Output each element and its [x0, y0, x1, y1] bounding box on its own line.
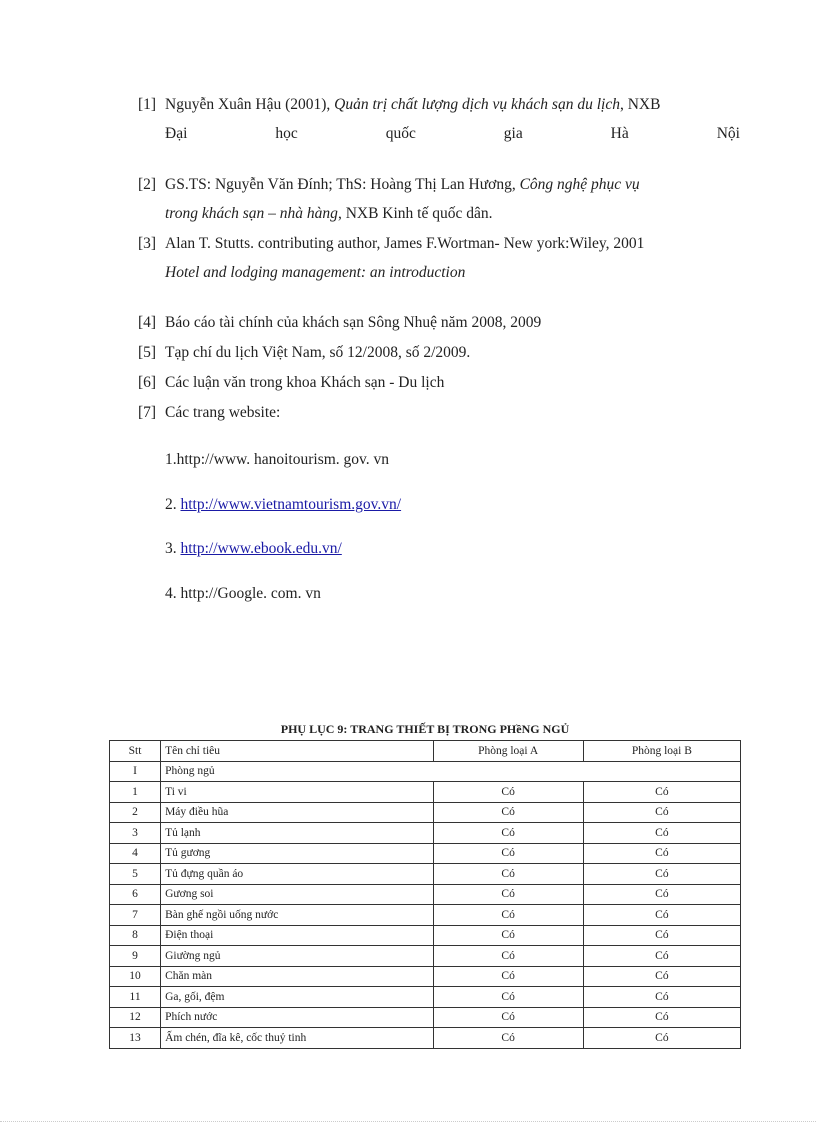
- table-row: [110, 966, 741, 987]
- table-row: [110, 802, 741, 823]
- table-row: [110, 946, 741, 967]
- word: gia: [503, 125, 523, 142]
- row-stt: 9: [110, 946, 161, 967]
- reference-number: [5]: [138, 344, 157, 361]
- table-row: [110, 884, 741, 905]
- website-4: 4. http://Google. com. vn: [165, 585, 321, 602]
- reference-number: [1]: [138, 96, 157, 113]
- table-header-row: [110, 741, 741, 762]
- reference-2: [138, 170, 740, 228]
- row-room-a: Có: [433, 946, 583, 967]
- word: quốc: [385, 125, 416, 142]
- row-room-b: Có: [583, 946, 740, 967]
- row-name: Giường ngủ: [161, 946, 433, 967]
- row-stt: 3: [110, 823, 161, 844]
- reference-text: Các luận văn trong khoa Khách sạn - Du lịch: [165, 374, 445, 391]
- row-room-a: Có: [433, 905, 583, 926]
- row-name: Ti vi: [161, 782, 433, 803]
- website-3: [165, 540, 342, 558]
- row-room-b: Có: [583, 802, 740, 823]
- row-room-b: Có: [583, 884, 740, 905]
- website-1: 1.http://www. hanoitourism. gov. vn: [165, 451, 390, 468]
- reference-7: [138, 398, 740, 427]
- row-room-a: Có: [433, 884, 583, 905]
- header-stt: Stt: [110, 741, 161, 762]
- row-room-a: Có: [433, 1028, 583, 1049]
- reference-line-2: [138, 258, 740, 287]
- row-stt: 8: [110, 925, 161, 946]
- reference-title: Hotel and lodging management: an introduction: [165, 264, 466, 281]
- row-room-b: Có: [583, 782, 740, 803]
- reference-3: [138, 229, 740, 287]
- header-room-b: Phòng loại B: [583, 741, 740, 762]
- row-name: Tủ đựng quần áo: [161, 864, 433, 885]
- reference-text: Báo cáo tài chính của khách sạn Sông Nhuệ năm 2008, 2009: [165, 314, 542, 331]
- row-stt: 10: [110, 966, 161, 987]
- row-room-b: Có: [583, 1007, 740, 1028]
- row-name: Tủ gương: [161, 843, 433, 864]
- reference-authors: Nguyễn Xuân Hậu (2001),: [165, 96, 335, 113]
- row-name: Bàn ghế ngồi uống nước: [161, 905, 433, 926]
- table-row: [110, 1028, 741, 1049]
- row-name: Tủ lạnh: [161, 823, 433, 844]
- table-row: [110, 905, 741, 926]
- reference-authors: Alan T. Stutts. contributing author, James F.Wortman- New york:Wiley, 2001: [165, 235, 645, 252]
- website-2: [165, 496, 401, 514]
- table-row: [110, 1007, 741, 1028]
- reference-number: [4]: [138, 314, 157, 331]
- reference-text: Tạp chí du lịch Việt Nam, số 12/2008, số 2/2009.: [165, 344, 471, 361]
- row-stt: 5: [110, 864, 161, 885]
- header-name: Tên chỉ tiêu: [161, 741, 433, 762]
- row-stt: 6: [110, 884, 161, 905]
- row-name: Máy điều hũa: [161, 802, 433, 823]
- row-room-b: Có: [583, 987, 740, 1008]
- section-name: Phòng ngủ: [161, 761, 741, 782]
- table-row: [110, 843, 741, 864]
- word: Đại: [165, 125, 188, 142]
- row-room-a: Có: [433, 802, 583, 823]
- reference-number: [6]: [138, 374, 157, 391]
- row-room-a: Có: [433, 864, 583, 885]
- word: học: [275, 125, 298, 142]
- reference-title: Quản trị chất lượng dịch vụ khách sạn du lịch: [334, 96, 620, 113]
- website-link[interactable]: http://www.vietnamtourism.gov.vn/: [180, 496, 402, 513]
- reference-number: [7]: [138, 404, 157, 421]
- row-room-a: Có: [433, 987, 583, 1008]
- table-row: [110, 782, 741, 803]
- row-name: Gương soi: [161, 884, 433, 905]
- equipment-table: [109, 740, 741, 1049]
- row-room-b: Có: [583, 823, 740, 844]
- table-row: [110, 864, 741, 885]
- reference-1: [138, 90, 740, 148]
- section-row: [110, 761, 741, 782]
- row-room-a: Có: [433, 782, 583, 803]
- reference-text: Các trang website:: [165, 404, 281, 421]
- reference-number: [2]: [138, 176, 157, 193]
- header-room-a: Phòng loại A: [433, 741, 583, 762]
- row-room-a: Có: [433, 966, 583, 987]
- row-room-b: Có: [583, 905, 740, 926]
- reference-authors: GS.TS: Nguyễn Văn Đính; ThS: Hoàng Thị Lan Hương,: [165, 176, 520, 193]
- row-room-b: Có: [583, 843, 740, 864]
- website-prefix: 3.: [165, 540, 181, 557]
- reference-6: [138, 368, 740, 397]
- row-name: Ga, gối, đệm: [161, 987, 433, 1008]
- row-room-b: Có: [583, 1028, 740, 1049]
- row-room-a: Có: [433, 823, 583, 844]
- reference-line-2: [138, 119, 740, 148]
- section-stt: I: [110, 761, 161, 782]
- row-stt: 2: [110, 802, 161, 823]
- table-row: [110, 987, 741, 1008]
- word: Nội: [716, 125, 740, 142]
- row-name: Phích nước: [161, 1007, 433, 1028]
- row-name: Điện thoại: [161, 925, 433, 946]
- row-stt: 4: [110, 843, 161, 864]
- reference-line-2: [138, 199, 740, 228]
- reference-4: [138, 308, 740, 337]
- reference-title: Công nghệ phục vụ: [519, 176, 640, 193]
- page-divider: [0, 1121, 816, 1122]
- row-stt: 12: [110, 1007, 161, 1028]
- row-name: Chăn màn: [161, 966, 433, 987]
- row-stt: 13: [110, 1028, 161, 1049]
- table-title: PHỤ LỤC 9: TRANG THIẾT BỊ TRONG PHềNG NGỦ: [280, 722, 570, 736]
- row-name: Ấm chén, đĩa kê, cốc thuỷ tinh: [161, 1028, 433, 1049]
- row-room-a: Có: [433, 843, 583, 864]
- row-room-b: Có: [583, 966, 740, 987]
- website-prefix: 2.: [165, 496, 181, 513]
- word: Hà: [610, 125, 629, 142]
- row-room-a: Có: [433, 1007, 583, 1028]
- reference-5: [138, 338, 740, 367]
- reference-number: [3]: [138, 235, 157, 252]
- row-room-a: Có: [433, 925, 583, 946]
- row-room-b: Có: [583, 864, 740, 885]
- reference-publisher: , NXB Kinh tế quốc dân.: [337, 205, 493, 222]
- row-stt: 11: [110, 987, 161, 1008]
- row-stt: 7: [110, 905, 161, 926]
- row-room-b: Có: [583, 925, 740, 946]
- reference-publisher: , NXB: [619, 96, 661, 113]
- row-stt: 1: [110, 782, 161, 803]
- website-link[interactable]: http://www.ebook.edu.vn/: [180, 540, 342, 557]
- reference-title-cont: trong khách sạn – nhà hàng: [165, 205, 338, 222]
- table-row: [110, 823, 741, 844]
- table-row: [110, 925, 741, 946]
